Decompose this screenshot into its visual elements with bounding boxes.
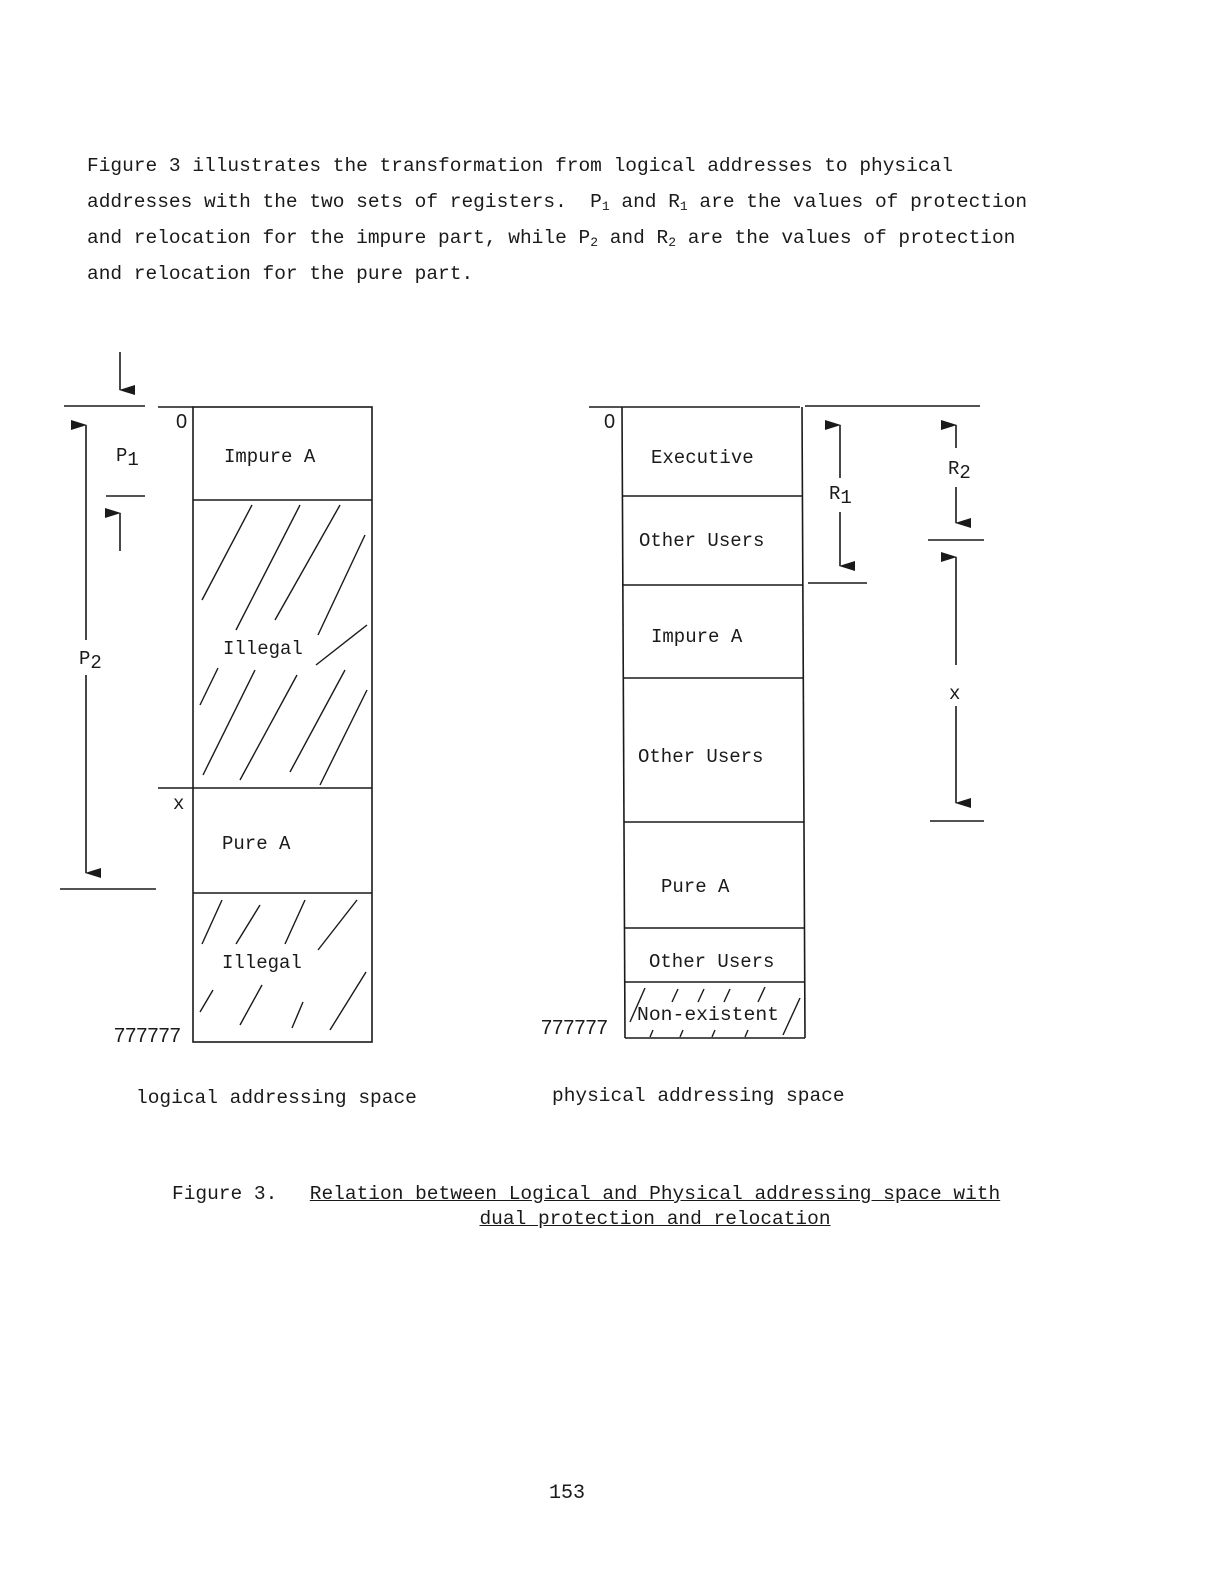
physical-start-address: 0 [604, 411, 616, 433]
p1-label: P1 [116, 445, 139, 471]
physical-column [589, 407, 805, 1038]
physical-segment-other-users-2: Other Users [638, 746, 764, 768]
physical-segment-non-existent: Non-existent [637, 1004, 779, 1026]
physical-segment-other-users-1: Other Users [639, 530, 765, 552]
figure-title: Relation between Logical and Physical addressing space with dual protection and relocation [309, 1183, 1001, 1230]
r2-arrow [928, 425, 984, 540]
figure-number: Figure 3. [172, 1183, 278, 1205]
logical-space-caption: logical addressing space [136, 1087, 417, 1109]
paragraph-line-3: and relocation for the impure part, while $P_2$ and $R_2$ are the values of protection [87, 227, 1016, 250]
logical-column-outline [193, 407, 372, 1042]
r1-label: R1 [829, 483, 852, 509]
physical-segment-pure-a: Pure A [661, 876, 730, 898]
logical-end-address: 777777 [114, 1025, 181, 1047]
logical-segment-impure-a: Impure A [224, 446, 316, 468]
logical-column [158, 407, 372, 1042]
physical-segment-impure-a: Impure A [651, 626, 743, 648]
paragraph-line-4: and relocation for the pure part. [87, 263, 474, 285]
page-number: 153 [549, 1482, 586, 1505]
logical-boundary-x: x [173, 793, 185, 815]
physical-space-caption: physical addressing space [552, 1085, 845, 1107]
x-offset-label: x [949, 683, 961, 705]
paragraph-line-2: addresses with the two sets of registers. $P_1$ and $R_1$ are the values of protection [87, 191, 1028, 214]
r2-label: R2 [948, 458, 971, 484]
physical-segment-executive: Executive [651, 447, 754, 469]
p2-label: P2 [79, 648, 102, 674]
logical-segment-illegal-1: Illegal [223, 638, 303, 660]
logical-start-address: 0 [176, 411, 188, 433]
logical-segment-pure-a: Pure A [222, 833, 291, 855]
paragraph-line-1: Figure 3 illustrates the transformation from logical addresses to physical [87, 155, 953, 177]
p2-arrows [60, 425, 156, 889]
logical-segment-illegal-2: Illegal [222, 952, 302, 974]
physical-segment-other-users-3: Other Users [649, 951, 775, 973]
physical-end-address: 777777 [541, 1017, 608, 1039]
